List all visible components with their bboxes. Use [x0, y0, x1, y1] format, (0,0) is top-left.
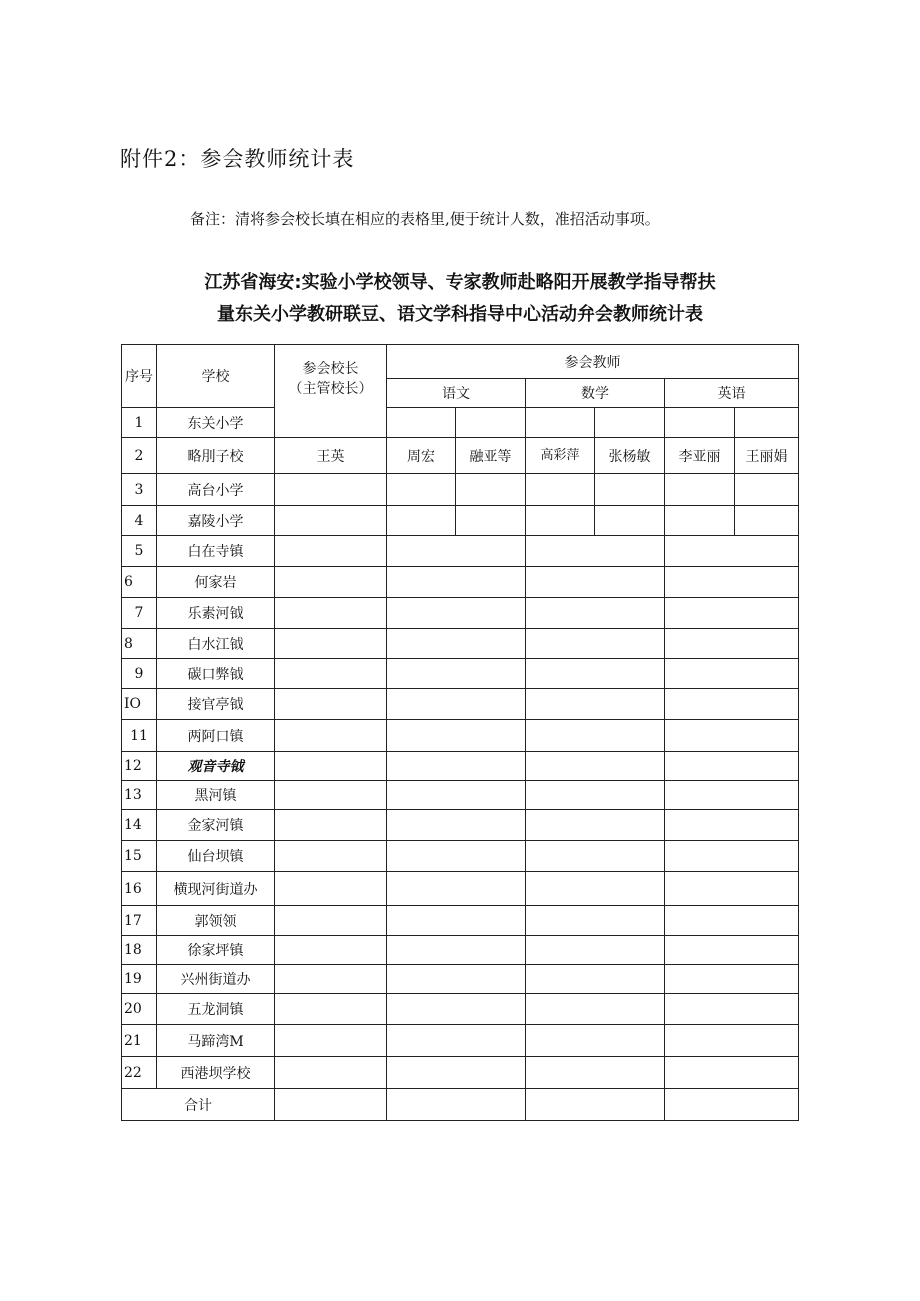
- total-english: [665, 1089, 799, 1121]
- teacher-cell: [387, 408, 456, 438]
- teacher-cell: 张杨敏: [595, 438, 665, 474]
- row-school: 东关小学: [157, 408, 275, 438]
- row-school: 接官亭钺: [157, 689, 275, 720]
- header-principal-line1: 参会校长: [302, 361, 359, 377]
- total-math: [526, 1089, 665, 1121]
- chinese-cell: [387, 810, 526, 841]
- chinese-cell: [387, 872, 526, 906]
- math-cell: [526, 1025, 665, 1057]
- table-row: [122, 906, 799, 936]
- teacher-cell: [665, 474, 735, 506]
- row-school: 五龙洞镇: [157, 994, 275, 1025]
- english-cell: [665, 536, 799, 567]
- math-cell: [526, 781, 665, 810]
- attachment-title: 附件2：参会教师统计表: [120, 147, 355, 171]
- chinese-cell: [387, 906, 526, 936]
- table-row: [122, 474, 799, 506]
- english-cell: [665, 629, 799, 659]
- table-row: [122, 781, 799, 810]
- table-row: [122, 752, 799, 781]
- row-principal: [275, 536, 387, 567]
- row-school: 郭领领: [157, 906, 275, 936]
- table-row: [122, 659, 799, 689]
- chinese-cell: [387, 659, 526, 689]
- chinese-cell: [387, 567, 526, 598]
- teacher-cell: [595, 474, 665, 506]
- math-cell: [526, 689, 665, 720]
- teacher-cell: [526, 474, 595, 506]
- table-row: [122, 598, 799, 629]
- row-index: 19: [122, 965, 157, 994]
- row-index: 12: [122, 752, 157, 781]
- english-cell: [665, 781, 799, 810]
- english-cell: [665, 1057, 799, 1089]
- chinese-cell: [387, 994, 526, 1025]
- table-row: [122, 810, 799, 841]
- table-row: [122, 872, 799, 906]
- math-cell: [526, 872, 665, 906]
- teacher-cell: 周宏: [387, 438, 456, 474]
- chinese-cell: [387, 841, 526, 872]
- header-principal-line2: （主管校长）: [288, 381, 373, 397]
- teacher-cell: 融亚等: [456, 438, 526, 474]
- row-principal: [275, 629, 387, 659]
- chinese-cell: [387, 936, 526, 965]
- math-cell: [526, 810, 665, 841]
- math-cell: [526, 629, 665, 659]
- header-english: 英语: [665, 379, 799, 408]
- chinese-cell: [387, 598, 526, 629]
- row-principal: [275, 810, 387, 841]
- teacher-cell: 李亚丽: [665, 438, 735, 474]
- teacher-cell: [456, 506, 526, 536]
- row-principal: 王英: [275, 438, 387, 474]
- row-school: 仙台坝镇: [157, 841, 275, 872]
- row-index: 1: [122, 408, 157, 438]
- row-principal: [275, 567, 387, 598]
- row-principal: [275, 841, 387, 872]
- table-title-line1: 江苏省海安:实验小学校领导、专家教师赴略阳开展教学指导帮扶: [204, 272, 716, 293]
- row-index: 20: [122, 994, 157, 1025]
- table-row: [122, 1057, 799, 1089]
- chinese-cell: [387, 1025, 526, 1057]
- english-cell: [665, 841, 799, 872]
- row-index: 18: [122, 936, 157, 965]
- row-school: 白水江钺: [157, 629, 275, 659]
- english-cell: [665, 965, 799, 994]
- english-cell: [665, 810, 799, 841]
- teacher-cell: [387, 474, 456, 506]
- row-school: 兴州街道办: [157, 965, 275, 994]
- row-index: 21: [122, 1025, 157, 1057]
- chinese-cell: [387, 965, 526, 994]
- chinese-cell: [387, 781, 526, 810]
- teacher-cell: [735, 474, 799, 506]
- chinese-cell: [387, 629, 526, 659]
- table-row: [122, 629, 799, 659]
- english-cell: [665, 598, 799, 629]
- row-school: 白在寺镇: [157, 536, 275, 567]
- teacher-cell: 高彩萍: [526, 438, 595, 474]
- row-school: 乐素河钺: [157, 598, 275, 629]
- row-index: 4: [122, 506, 157, 536]
- row-school: 西港坝学校: [157, 1057, 275, 1089]
- header-school: 学校: [157, 345, 275, 408]
- row-school: 略刖子校: [157, 438, 275, 474]
- row-principal: [275, 936, 387, 965]
- row-school: 徐家坪镇: [157, 936, 275, 965]
- table-row: [122, 689, 799, 720]
- note-text: 备注：清将参会校长填在相应的表格里,便于统计人数，准招活动事项。: [190, 210, 660, 228]
- header-chinese: 语文: [387, 379, 526, 408]
- table-row: [122, 720, 799, 752]
- teacher-cell: 王丽娟: [735, 438, 799, 474]
- row-index: 22: [122, 1057, 157, 1089]
- english-cell: [665, 1025, 799, 1057]
- row-school: 何家岩: [157, 567, 275, 598]
- teacher-cell: [526, 506, 595, 536]
- math-cell: [526, 659, 665, 689]
- chinese-cell: [387, 689, 526, 720]
- english-cell: [665, 906, 799, 936]
- teacher-cell: [456, 474, 526, 506]
- english-cell: [665, 720, 799, 752]
- row-school: 观音寺钺: [157, 752, 275, 781]
- row-principal: [275, 994, 387, 1025]
- row-principal: [275, 781, 387, 810]
- english-cell: [665, 994, 799, 1025]
- total-chinese: [387, 1089, 526, 1121]
- teacher-cell: [526, 408, 595, 438]
- row-school: 两阿口镇: [157, 720, 275, 752]
- row-principal: [275, 872, 387, 906]
- row-index: 15: [122, 841, 157, 872]
- math-cell: [526, 906, 665, 936]
- table-row: [122, 994, 799, 1025]
- teacher-cell: [665, 408, 735, 438]
- teacher-cell: [665, 506, 735, 536]
- math-cell: [526, 1057, 665, 1089]
- teacher-cell: [735, 408, 799, 438]
- row-school: 碳口弊钺: [157, 659, 275, 689]
- math-cell: [526, 752, 665, 781]
- row-principal: [275, 598, 387, 629]
- english-cell: [665, 567, 799, 598]
- row-school: 黑河镇: [157, 781, 275, 810]
- table-row: [122, 438, 799, 474]
- chinese-cell: [387, 536, 526, 567]
- teacher-cell: [456, 408, 526, 438]
- chinese-cell: [387, 752, 526, 781]
- math-cell: [526, 841, 665, 872]
- chinese-cell: [387, 720, 526, 752]
- row-school: 金家河镇: [157, 810, 275, 841]
- row-index: 7: [122, 598, 157, 629]
- table-row: [122, 408, 799, 438]
- table-row: [122, 841, 799, 872]
- total-label: 合计: [122, 1089, 275, 1121]
- row-principal: [275, 659, 387, 689]
- row-index: 16: [122, 872, 157, 906]
- table-row: [122, 1025, 799, 1057]
- math-cell: [526, 536, 665, 567]
- header-teachers: 参会教师: [387, 345, 799, 379]
- table-row: [122, 567, 799, 598]
- math-cell: [526, 567, 665, 598]
- total-principal: [275, 1089, 387, 1121]
- row-index: 14: [122, 810, 157, 841]
- row-principal: [275, 720, 387, 752]
- row-index: 8: [122, 629, 157, 659]
- teacher-statistics-table: [121, 344, 799, 1121]
- row-index: 9: [122, 659, 157, 689]
- row-index: 13: [122, 781, 157, 810]
- row-index: IO: [122, 689, 157, 720]
- row-principal: [275, 906, 387, 936]
- math-cell: [526, 598, 665, 629]
- teacher-cell: [595, 408, 665, 438]
- row-school: 嘉陵小学: [157, 506, 275, 536]
- row-principal: [275, 965, 387, 994]
- row-principal: [275, 506, 387, 536]
- row-index: 11: [122, 720, 157, 752]
- table-row: [122, 965, 799, 994]
- row-principal: [275, 752, 387, 781]
- english-cell: [665, 936, 799, 965]
- header-index: 序号: [122, 345, 157, 408]
- english-cell: [665, 659, 799, 689]
- row-principal: [275, 689, 387, 720]
- row-index: 3: [122, 474, 157, 506]
- teacher-cell: [735, 506, 799, 536]
- teacher-cell: [387, 506, 456, 536]
- chinese-cell: [387, 1057, 526, 1089]
- row-school: 马蹄湾M: [157, 1025, 275, 1057]
- row-school: 高台小学: [157, 474, 275, 506]
- math-cell: [526, 936, 665, 965]
- row-principal: [275, 1057, 387, 1089]
- row-school: 横现河街道办: [157, 872, 275, 906]
- english-cell: [665, 689, 799, 720]
- table-title-line2: 量东关小学教研联豆、语文学科指导中心活动弁会教师统计表: [217, 304, 703, 325]
- math-cell: [526, 994, 665, 1025]
- row-index: 5: [122, 536, 157, 567]
- table-row: [122, 536, 799, 567]
- header-principal: [275, 345, 387, 438]
- row-principal: [275, 1025, 387, 1057]
- row-index: 2: [122, 438, 157, 474]
- english-cell: [665, 872, 799, 906]
- teacher-cell: [595, 506, 665, 536]
- row-index: 6: [122, 567, 157, 598]
- total-row: [122, 1089, 799, 1121]
- table-row: [122, 506, 799, 536]
- table-row: [122, 936, 799, 965]
- math-cell: [526, 965, 665, 994]
- row-principal: [275, 474, 387, 506]
- row-index: 17: [122, 906, 157, 936]
- english-cell: [665, 752, 799, 781]
- header-math: 数学: [526, 379, 665, 408]
- math-cell: [526, 720, 665, 752]
